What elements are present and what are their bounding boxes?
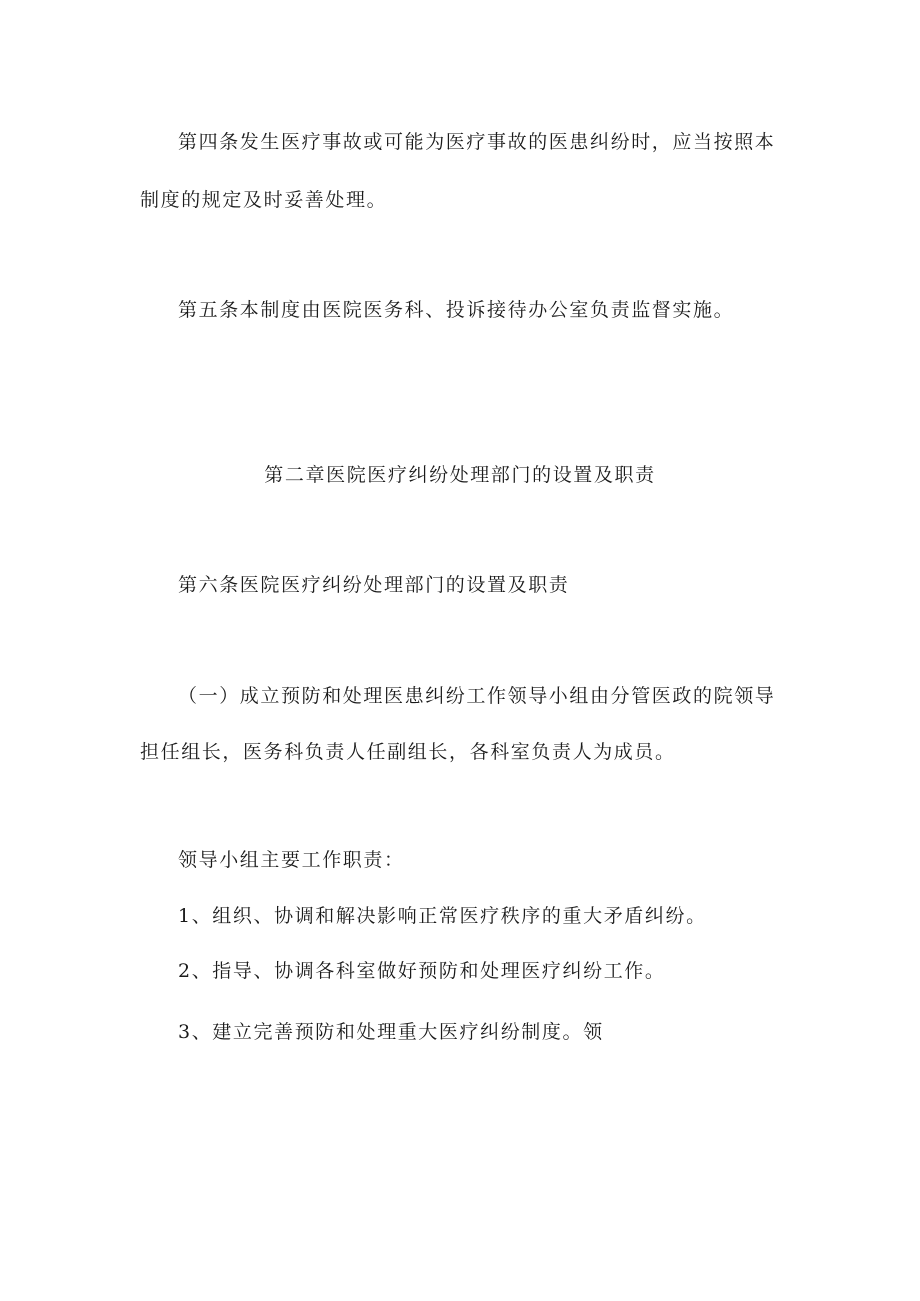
duty-item-1: 1、组织、协调和解决影响正常医疗秩序的重大矛盾纠纷。 xyxy=(178,905,707,927)
duties-heading: 领导小组主要工作职责： xyxy=(178,849,405,871)
duty-item-3: 3、建立完善预防和处理重大医疗纠纷制度。领 xyxy=(178,1021,604,1043)
article-4-line-1: 第四条发生医疗事故或可能为医疗事故的医患纠纷时，应当按照本 xyxy=(178,131,776,153)
clause-1-line-2: 担任组长，医务科负责人任副组长，各科室负责人为成员。 xyxy=(140,741,676,763)
duty-item-2: 2、指导、协调各科室做好预防和处理医疗纠纷工作。 xyxy=(178,960,666,982)
article-4-line-2: 制度的规定及时妥善处理。 xyxy=(140,189,388,211)
chapter-2-heading: 第二章医院医疗纠纷处理部门的设置及职责 xyxy=(264,464,656,486)
clause-1-line-1: （一）成立预防和处理医患纠纷工作领导小组由分管医政的院领导 xyxy=(178,685,776,707)
article-6: 第六条医院医疗纠纷处理部门的设置及职责 xyxy=(178,574,570,596)
article-5: 第五条本制度由医院医务科、投诉接待办公室负责监督实施。 xyxy=(178,299,735,321)
